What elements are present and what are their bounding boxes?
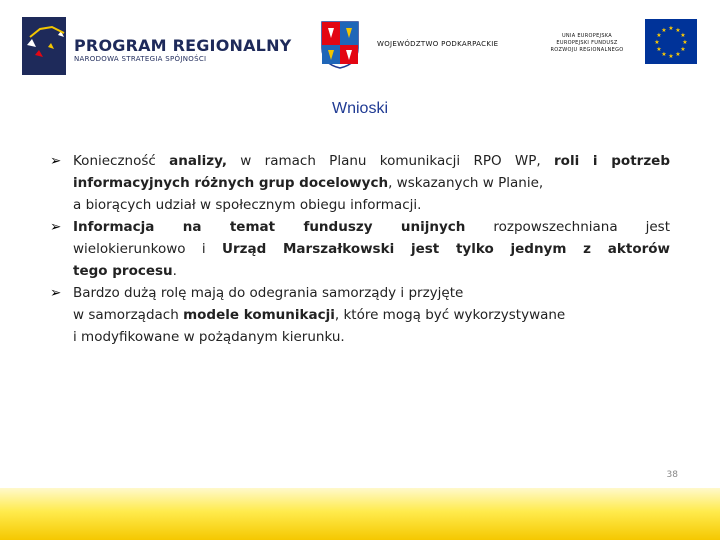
- eu-line-1: UNIA EUROPEJSKA: [561, 33, 613, 39]
- svg-text:★: ★: [656, 46, 662, 53]
- bullet-3-line-2: w samorządach modele komunikacji, które mogą być wykorzystywane: [73, 307, 566, 323]
- bullet-1-line-3: a biorących udział w społecznym obiegu informacji.: [73, 197, 422, 213]
- eu-flag-icon: [645, 19, 697, 64]
- program-subtitle: NARODOWA STRATEGIA SPÓJNOŚCI: [74, 55, 207, 63]
- svg-text:★: ★: [682, 39, 688, 46]
- slide-title: Wnioski: [331, 100, 388, 117]
- bullet-3-line-1: Bardzo dużą rolę mają do odegrania samorządy i przyjęte: [73, 285, 464, 301]
- eu-line-3: ROZWOJU REGIONALNEGO: [550, 47, 624, 53]
- arrow-bullet-icon: ➢: [50, 219, 62, 235]
- svg-text:★: ★: [654, 39, 660, 46]
- bullet-item-1: [48, 150, 670, 216]
- eu-line-2: EUROPEJSKI FUNDUSZ: [556, 40, 618, 46]
- bullet-list: [48, 150, 670, 348]
- svg-text:★: ★: [668, 25, 674, 32]
- eu-fund-label: [535, 33, 639, 54]
- svg-text:★: ★: [656, 32, 662, 39]
- bullet-item-3: [48, 282, 670, 348]
- arrow-bullet-icon: ➢: [50, 285, 62, 301]
- bullet-item-2: [48, 216, 670, 282]
- voivodeship-label: WOJEWÓDZTWO PODKARPACKIE: [377, 40, 499, 48]
- svg-text:★: ★: [680, 46, 686, 53]
- bullet-3-line-3: i modyfikowane w pożądanym kierunku.: [73, 329, 345, 345]
- bullet-1-line-1: Konieczność analizy, w ramach Planu komunikacji RPO WP, roli i potrzeb: [73, 153, 670, 169]
- bullet-2-line-3: tego procesu.: [73, 263, 177, 279]
- coat-of-arms-icon: [320, 20, 360, 70]
- page-number: 38: [666, 470, 678, 480]
- arrow-bullet-icon: ➢: [50, 153, 62, 169]
- svg-text:★: ★: [680, 32, 686, 39]
- svg-text:★: ★: [675, 27, 681, 34]
- svg-text:★: ★: [668, 53, 674, 60]
- svg-text:★: ★: [675, 51, 681, 58]
- footer-band: [0, 488, 720, 540]
- bullet-2-line-2: wielokierunkowo i Urząd Marszałkowski jest tylko jednym z aktorów: [73, 241, 671, 257]
- svg-text:★: ★: [661, 51, 667, 58]
- bullet-1-line-2: informacyjnych różnych grup docelowych, wskazanych w Planie,: [73, 175, 544, 191]
- bullet-2-line-1: Informacja na temat funduszy unijnych rozpowszechniana jest: [73, 219, 670, 235]
- program-regionalny-logo: [22, 17, 82, 75]
- header: [0, 0, 720, 92]
- svg-text:★: ★: [661, 27, 667, 34]
- program-title: PROGRAM REGIONALNY: [74, 36, 292, 55]
